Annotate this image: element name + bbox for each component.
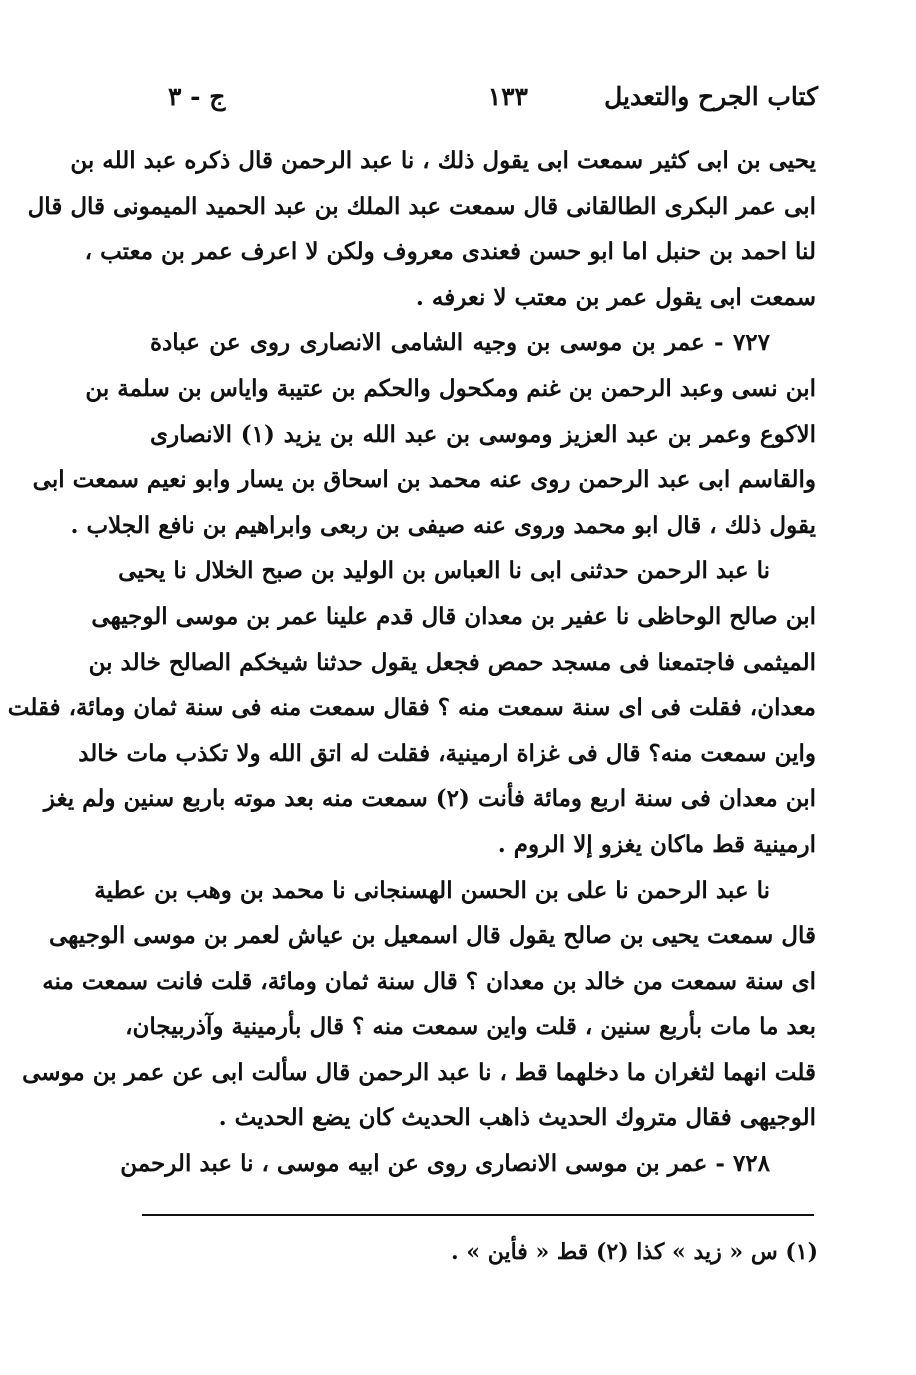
text-line: ٧٢٨ - عمر بن موسى الانصارى روى عن ابيه موسى ، نا عبد الرحمن xyxy=(120,1150,770,1178)
text-line: ابن صالح الوحاظى نا عفير بن معدان قال قدم علينا عمر بن موسى الوجيهى xyxy=(91,602,816,630)
text-line: ارمينية قط ماكان يغزو إلا الروم . xyxy=(497,830,816,858)
text-line: معدان، فقلت فى اى سنة سمعت منه ؟ فقال سمعت منه فى سنة ثمان ومائة، فقلت xyxy=(7,694,816,722)
text-line: نا عبد الرحمن نا على بن الحسن الهسنجانى نا محمد بن وهب بن عطية xyxy=(94,876,770,904)
text-line: الوجيهى فقال متروك الحديث ذاهب الحديث كان يضع الحديث . xyxy=(218,1104,816,1132)
text-line: لنا احمد بن حنبل اما ابو حسن فعندى معروف ولكن لا اعرف عمر بن معتب ، xyxy=(84,238,816,266)
text-line: ٧٢٧ - عمر بن موسى بن وجيه الشامى الانصارى روى عن عبادة xyxy=(150,329,770,357)
text-line: اى سنة سمعت من خالد بن معدان ؟ قال سنة ثمان ومائة، قلت فانت سمعت منه xyxy=(42,967,816,995)
text-line: سمعت ابى يقول عمر بن معتب لا نعرفه . xyxy=(415,283,816,311)
text-line: يحيى بن ابى كثير سمعت ابى يقول ذلك ، نا عبد الرحمن قال ذكره عبد الله بن xyxy=(70,147,816,174)
volume-label: ج - ٣ xyxy=(168,82,226,111)
page-header xyxy=(150,82,818,126)
text-line: واين سمعت منه؟ قال فى غزاة ارمينية، فقلت له اتق الله ولا تكذب مات خالد xyxy=(78,739,816,767)
text-line: بعد ما مات بأربع سنين ، قلت واين سمعت منه ؟ قال بأرمينية وآذربيجان، xyxy=(125,1013,816,1041)
text-line: قال سمعت يحيى بن صالح يقول قال اسمعيل بن عياش لعمر بن موسى الوجيهى xyxy=(49,922,816,950)
main-text xyxy=(7,138,816,1187)
text-line: ابى عمر البكرى الطالقانى قال سمعت عبد الملك بن عبد الحميد الميمونى قال قال xyxy=(27,192,816,220)
text-line: قلت انهما لثغران ما دخلهما قط ، نا عبد الرحمن قال سألت ابى عن عمر بن موسى xyxy=(22,1058,816,1086)
footnote: (١) س « زيد » كذا (٢) قط « فأين » . xyxy=(451,1239,818,1265)
text-line: نا عبد الرحمن حدثنى ابى نا العباس بن الوليد بن صبح الخلال نا يحيى xyxy=(118,557,770,585)
book-title: كتاب الجرح والتعديل xyxy=(604,82,818,111)
text-line: ابن معدان فى سنة اربع ومائة فأنت (٢) سمعت منه بعد موته باربع سنين ولم يغز xyxy=(43,785,816,813)
text-line: ابن نسى وعبد الرحمن بن غنم ومكحول والحكم بن عتيبة واياس بن سلمة بن xyxy=(85,374,816,402)
text-line: والقاسم ابى عبد الرحمن روى عنه محمد بن اسحاق بن يسار وابو نعيم سمعت ابى xyxy=(32,466,816,494)
text-line: الاكوع وعمر بن عبد العزيز وموسى بن عبد الله بن يزيد (١) الانصارى xyxy=(150,420,816,448)
text-line: يقول ذلك ، قال ابو محمد وروى عنه صيفى بن ربعى وابراهيم بن نافع الجلاب . xyxy=(70,511,816,539)
text-line: الميثمى فاجتمعنا فى مسجد حمص فجعل يقول حدثنا شيخكم الصالح خالد بن xyxy=(88,648,816,676)
footnote-divider xyxy=(142,1214,814,1216)
page-number: ١٣٣ xyxy=(487,82,528,111)
